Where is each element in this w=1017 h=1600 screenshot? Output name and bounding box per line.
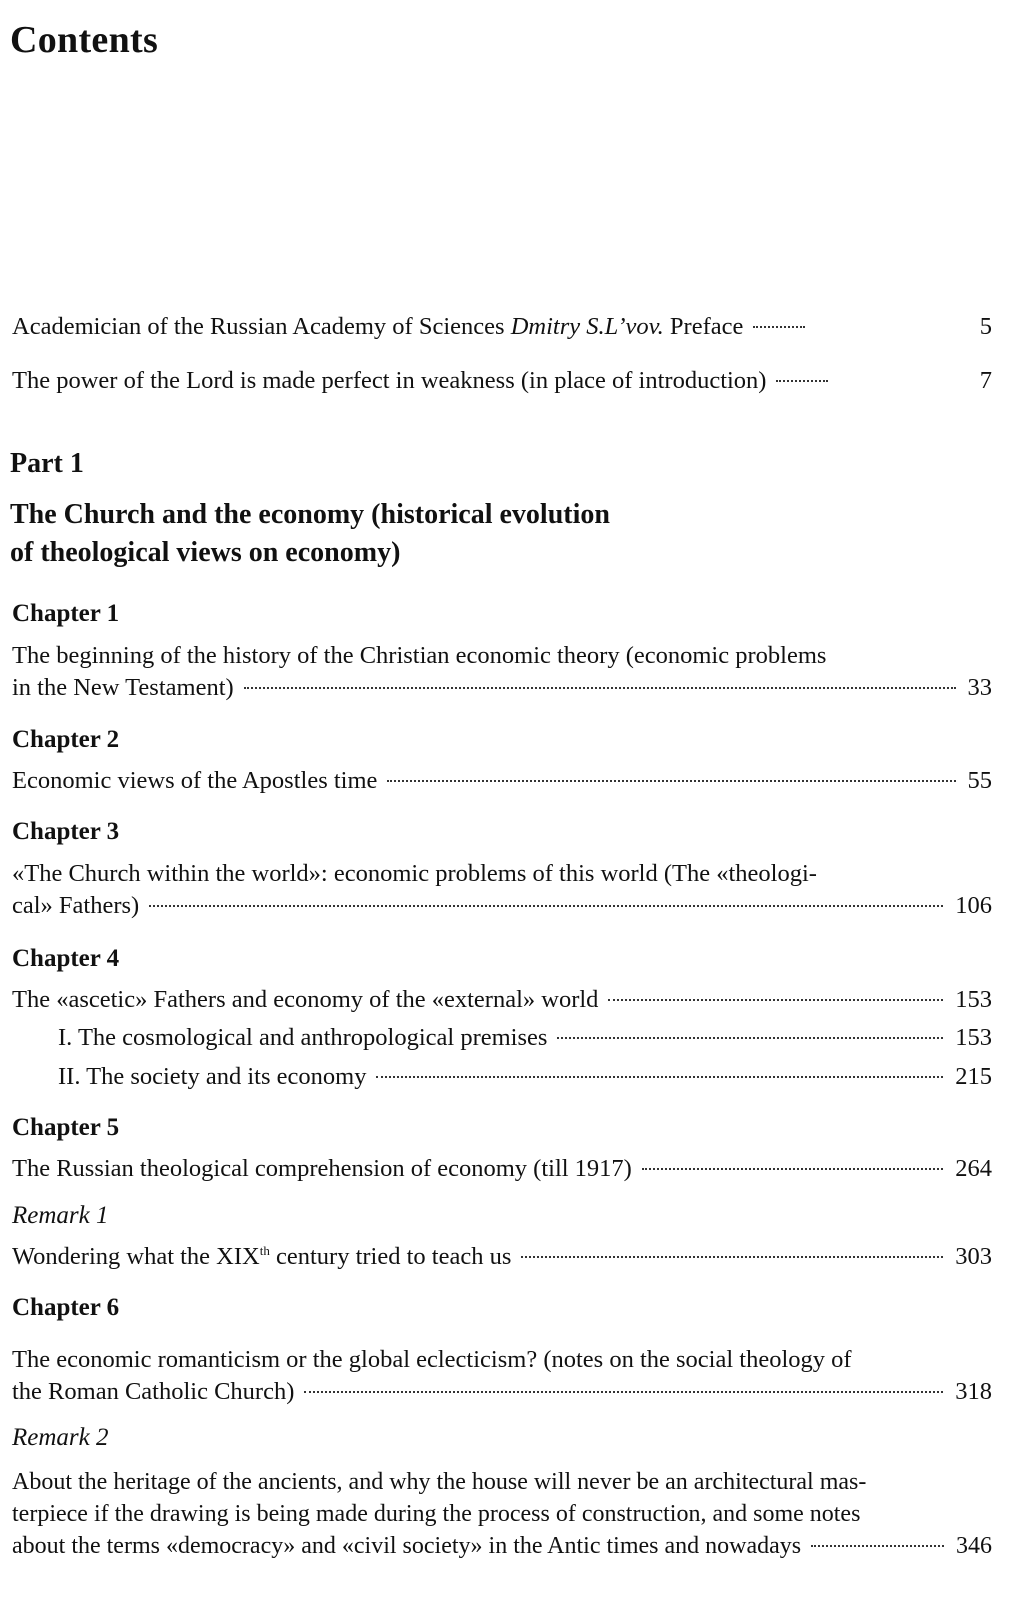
toc-entry-text: Academician of the Russian Academy of Sciences Dmitry S.L’vov. Preface xyxy=(12,313,744,340)
dot-leader xyxy=(776,380,828,382)
toc-entry-chapter-4[interactable] xyxy=(12,984,992,1016)
toc-subentry-chapter-4-1[interactable] xyxy=(58,1022,992,1054)
page-number: 215 xyxy=(955,1063,992,1090)
chapter-heading: Chapter 1 xyxy=(12,600,120,627)
toc-entry-text: terpiece if the drawing is being made during the process of construction, and some notes xyxy=(12,1501,861,1527)
toc-entry-text: I. The cosmological and anthropological premises xyxy=(58,1024,548,1051)
toc-entry-remark-1[interactable] xyxy=(12,1241,992,1273)
toc-entry-text: cal» Fathers) xyxy=(12,892,140,919)
toc-entry-chapter-6[interactable] xyxy=(12,1344,992,1408)
toc-entry-text: The «ascetic» Fathers and economy of the «external» world xyxy=(12,986,599,1013)
page-number: 346 xyxy=(956,1533,992,1559)
toc-entry-text: The beginning of the history of the Christian economic theory (economic problems xyxy=(12,642,827,669)
toc-entry-chapter-1[interactable] xyxy=(12,640,992,704)
page-number: 55 xyxy=(967,767,992,794)
chapter-heading: Chapter 4 xyxy=(12,945,120,972)
page-number: 303 xyxy=(955,1243,992,1270)
page-number: 5 xyxy=(979,313,992,340)
toc-entry-text: in the New Testament) xyxy=(12,674,234,701)
dot-leader xyxy=(642,1168,943,1170)
chapter-heading: Chapter 3 xyxy=(12,818,120,845)
dot-leader xyxy=(244,687,956,689)
part-label: Part 1 xyxy=(10,448,84,479)
page-number: 318 xyxy=(955,1378,992,1405)
toc-entry-text: «The Church within the world»: economic problems of this world (The «theologi- xyxy=(12,860,817,887)
dot-leader xyxy=(376,1076,943,1078)
toc-entry-chapter-3[interactable] xyxy=(12,858,992,922)
toc-entry-text: The economic romanticism or the global eclecticism? (notes on the social theology of xyxy=(12,1346,852,1373)
chapter-heading: Chapter 2 xyxy=(12,726,120,753)
toc-entry-chapter-2[interactable] xyxy=(12,765,992,797)
toc-entry-text: Wondering what the XIXth century tried to teach us xyxy=(12,1242,512,1270)
page-number: 153 xyxy=(955,986,992,1013)
toc-entry-text: the Roman Catholic Church) xyxy=(12,1378,295,1405)
dot-leader xyxy=(521,1256,943,1258)
page-number: 264 xyxy=(955,1155,992,1182)
toc-entry-text: II. The society and its economy xyxy=(58,1063,367,1090)
toc-entry-preface[interactable] xyxy=(12,311,992,343)
dot-leader xyxy=(149,905,943,907)
toc-entry-text: Economic views of the Apostles time xyxy=(12,767,378,794)
chapter-heading: Chapter 5 xyxy=(12,1114,120,1141)
page-number: 106 xyxy=(955,892,992,919)
toc-subentry-chapter-4-2[interactable] xyxy=(58,1061,992,1093)
chapter-heading: Chapter 6 xyxy=(12,1294,120,1321)
dot-leader xyxy=(811,1545,944,1547)
dot-leader xyxy=(608,999,943,1001)
part-title: The Church and the economy (historical evolution of theological views on economy) xyxy=(10,499,610,568)
remark-heading: Remark 2 xyxy=(12,1424,109,1451)
toc-entry-introduction[interactable] xyxy=(12,365,992,397)
toc-entry-remark-2[interactable] xyxy=(12,1466,992,1562)
dot-leader xyxy=(304,1391,943,1393)
toc-entry-text: About the heritage of the ancients, and why the house will never be an architectural mas- xyxy=(12,1469,867,1495)
dot-leader xyxy=(753,326,805,328)
dot-leader xyxy=(387,780,955,782)
toc-entry-text: The power of the Lord is made perfect in weakness (in place of introduction) xyxy=(12,367,767,394)
page-number: 153 xyxy=(955,1024,992,1051)
toc-entry-text: about the terms «democracy» and «civil society» in the Antic times and nowadays xyxy=(12,1533,802,1559)
page-number: 33 xyxy=(967,674,992,701)
toc-entry-chapter-5[interactable] xyxy=(12,1153,992,1185)
remark-heading: Remark 1 xyxy=(12,1202,109,1229)
toc-entry-text: The Russian theological comprehension of economy (till 1917) xyxy=(12,1155,632,1182)
dot-leader xyxy=(557,1037,943,1039)
page-title: Contents xyxy=(10,19,159,61)
page-number: 7 xyxy=(979,367,992,394)
